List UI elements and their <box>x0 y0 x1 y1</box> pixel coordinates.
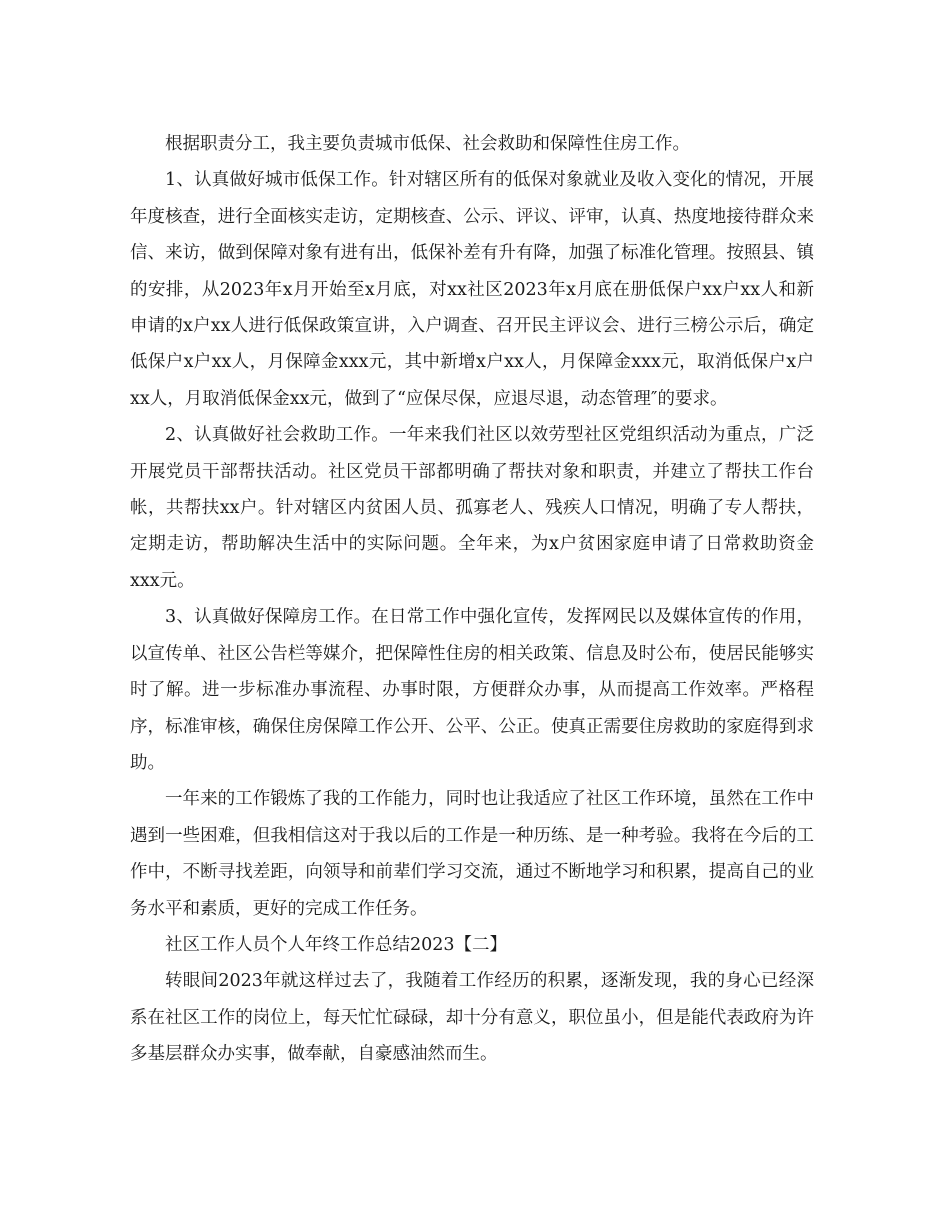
paragraph-intro: 根据职责分工，我主要负责城市低保、社会救助和保障性住房工作。 <box>165 134 690 154</box>
paragraph-housing: 3、认真做好保障房工作。在日常工作中强化宣传，发挥网民以及媒体宣传的作用，以宣传单、社区公告栏等媒介，把保障性住房的相关政策、信息及时公布，使居民能够实时了解。进一步标准办事流程、办事时限，方便群众办事，从而提高工作效率。严格程序，标准审核，确保住房保障工作公开、公平、公正。使真正需要住房救助的家庭得到求助。 <box>130 607 814 773</box>
paragraph-low-income: 1、认真做好城市低保工作。针对辖区所有的低保对象就业及收入变化的情况，开展年度核查，进行全面核实走访，定期核查、公示、评议、评审，认真、热度地接待群众来信、来访，做到保障对象有进有出，低保补差有升有降，加强了标准化管理。按照县、镇的安排，从2023年x月开始至x月底，对xx社区2023年x月底在册低保户xx户xx人和新申请的x户xx人进行低保政策宣讲，入户调查、召开民主评议会、进行三榜公示后，确定低保户x户xx人，月保障金xxx元，其中新增x户xx人，月保障金xxx元，取消低保户x户xx人，月取消低保金xx元，做到了“应保尽保，应退尽退，动态管理″的要求。 <box>130 170 814 409</box>
paragraph-conclusion: 一年来的工作锻炼了我的工作能力，同时也让我适应了社区工作环境，虽然在工作中遇到一些困难，但我相信这对于我以后的工作是一种历练、是一种考验。我将在今后的工作中，不断寻找差距，向领导和前辈们学习交流，通过不断地学习和积累，提高自己的业务水平和素质，更好的完成工作任务。 <box>130 789 814 919</box>
section-heading: 社区工作人员个人年终工作总结2023【二】 <box>165 934 508 955</box>
paragraph-social-aid: 2、认真做好社会救助工作。一年来我们社区以效劳型社区党组织活动为重点，广泛开展党员干部帮扶活动。社区党员干部都明确了帮扶对象和职责，并建立了帮扶工作台帐，共帮扶xx户。针对辖区内贫困人员、孤寡老人、残疾人口情况，明确了专人帮扶，定期走访，帮助解决生活中的实际问题。全年来，为x户贫困家庭申请了日常救助资金xxx元。 <box>130 425 814 591</box>
paragraph-section-two: 转眼间2023年就这样过去了，我随着工作经历的积累，逐渐发现，我的身心已经深系在社区工作的岗位上，每天忙忙碌碌，却十分有意义，职位虽小，但是能代表政府为许多基层群众办实事，做奉献，自豪感油然而生。 <box>130 971 814 1065</box>
document-body <box>130 126 814 1073</box>
